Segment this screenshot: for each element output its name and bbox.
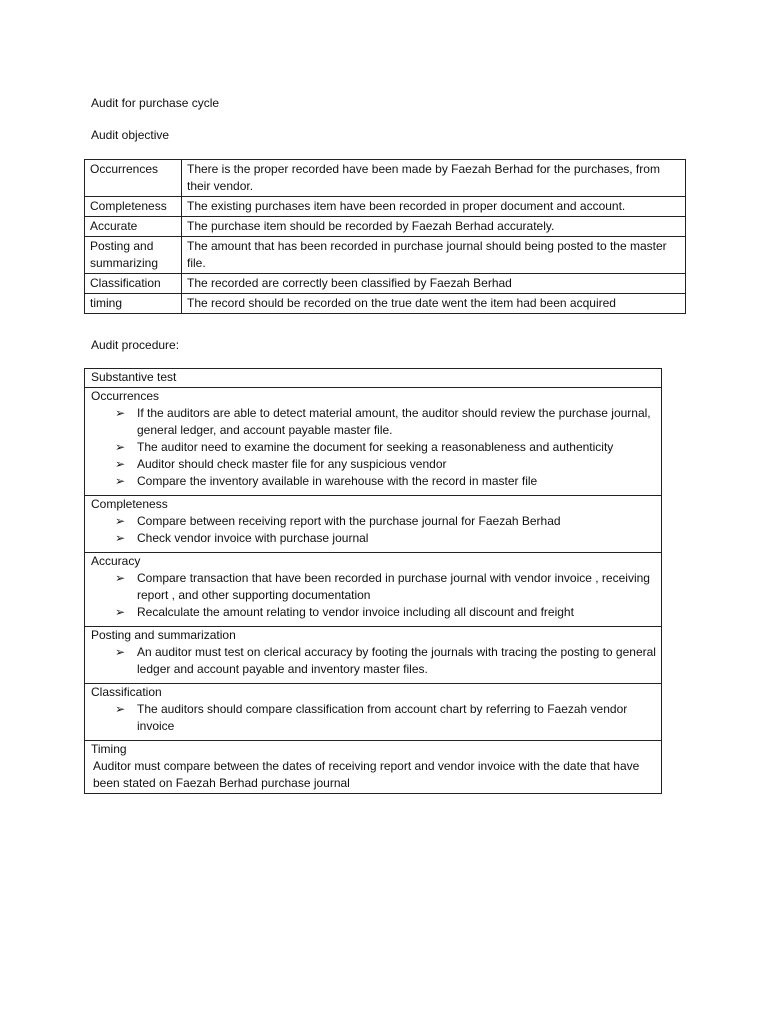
arrow-bullet-icon: ➢ <box>115 531 126 545</box>
table-row <box>85 160 686 197</box>
list-item-text: Auditor should check master file for any suspicious vendor <box>137 457 447 471</box>
list-item <box>91 570 656 604</box>
table-row <box>85 294 686 314</box>
bullet-list <box>91 405 656 490</box>
procedure-section-completeness <box>85 496 662 553</box>
list-item <box>91 473 656 490</box>
objective-label: Completeness <box>85 197 182 217</box>
table-row <box>85 217 686 237</box>
arrow-bullet-icon: ➢ <box>115 645 126 659</box>
list-item <box>91 513 656 530</box>
section-title: Occurrences <box>91 389 160 403</box>
procedure-section-posting <box>85 627 662 684</box>
objective-text: The recorded are correctly been classified by Faezah Berhad <box>182 274 686 294</box>
objective-text: The record should be recorded on the true date went the item had been acquired <box>182 294 686 314</box>
objective-label: Accurate <box>85 217 182 237</box>
audit-objective-table <box>84 159 686 314</box>
objective-text: There is the proper recorded have been made by Faezah Berhad for the purchases, from their vendor. <box>182 160 686 197</box>
procedure-section-timing <box>85 741 662 794</box>
arrow-bullet-icon: ➢ <box>115 514 126 528</box>
timing-text: Auditor must compare between the dates of receiving report and vendor invoice with the date that have been stated on Faezah Berhad purchase journal <box>93 759 640 790</box>
bullet-list <box>91 513 656 547</box>
list-item-text: The auditor need to examine the document for seeking a reasonableness and authenticity <box>137 440 614 454</box>
bullet-list <box>91 644 656 678</box>
list-item-text: An auditor must test on clerical accuracy by footing the journals with tracing the posting to general ledger and account payable and inventory master files. <box>137 645 656 676</box>
arrow-bullet-icon: ➢ <box>115 571 126 585</box>
list-item <box>91 644 656 678</box>
objective-heading: Audit objective <box>91 128 170 142</box>
list-item <box>91 604 656 621</box>
bullet-list <box>91 570 656 621</box>
section-title: Classification <box>91 685 162 699</box>
table-row <box>85 197 686 217</box>
objective-label: Occurrences <box>85 160 182 197</box>
objective-text: The purchase item should be recorded by Faezah Berhad accurately. <box>182 217 686 237</box>
arrow-bullet-icon: ➢ <box>115 440 126 454</box>
table-row <box>85 627 662 684</box>
substantive-test-header: Substantive test <box>85 369 662 388</box>
section-title: Completeness <box>91 497 168 511</box>
table-row <box>85 684 662 741</box>
list-item-text: Compare the inventory available in warehouse with the record in master file <box>137 474 538 488</box>
table-row <box>85 237 686 274</box>
list-item-text: Compare transaction that have been recorded in purchase journal with vendor invoice , receiving report , and other supporting documentation <box>137 571 650 602</box>
procedure-section-occurrences <box>85 388 662 496</box>
table-row <box>85 553 662 627</box>
list-item-text: Compare between receiving report with the purchase journal for Faezah Berhad <box>137 514 561 528</box>
list-item <box>91 439 656 456</box>
arrow-bullet-icon: ➢ <box>115 474 126 488</box>
section-title: Accuracy <box>91 554 141 568</box>
list-item <box>91 701 656 735</box>
list-item <box>91 530 656 547</box>
table-row <box>85 369 662 388</box>
section-title: Timing <box>91 742 127 756</box>
objective-label: timing <box>85 294 182 314</box>
table-row <box>85 741 662 794</box>
list-item <box>91 456 656 473</box>
bullet-list <box>91 701 656 735</box>
procedure-heading: Audit procedure: <box>91 338 180 352</box>
procedure-section-accuracy <box>85 553 662 627</box>
table-row <box>85 496 662 553</box>
objective-text: The existing purchases item have been recorded in proper document and account. <box>182 197 686 217</box>
objective-label: Classification <box>85 274 182 294</box>
table-row <box>85 274 686 294</box>
list-item-text: Recalculate the amount relating to vendor invoice including all discount and freight <box>137 605 574 619</box>
objective-text: The amount that has been recorded in purchase journal should being posted to the master file. <box>182 237 686 274</box>
table-row <box>85 388 662 496</box>
list-item-text: If the auditors are able to detect material amount, the auditor should review the purchase journal, general ledger, and account payable master file. <box>137 406 651 437</box>
arrow-bullet-icon: ➢ <box>115 702 126 716</box>
arrow-bullet-icon: ➢ <box>115 457 126 471</box>
list-item <box>91 405 656 439</box>
list-item-text: Check vendor invoice with purchase journal <box>137 531 369 545</box>
document-title: Audit for purchase cycle <box>91 96 220 110</box>
audit-procedure-table <box>84 368 662 794</box>
objective-label: Posting and summarizing <box>85 237 182 274</box>
arrow-bullet-icon: ➢ <box>115 406 126 420</box>
list-item-text: The auditors should compare classification from account chart by referring to Faezah vendor invoice <box>137 702 628 733</box>
procedure-section-classification <box>85 684 662 741</box>
arrow-bullet-icon: ➢ <box>115 605 126 619</box>
section-title: Posting and summarization <box>91 628 236 642</box>
